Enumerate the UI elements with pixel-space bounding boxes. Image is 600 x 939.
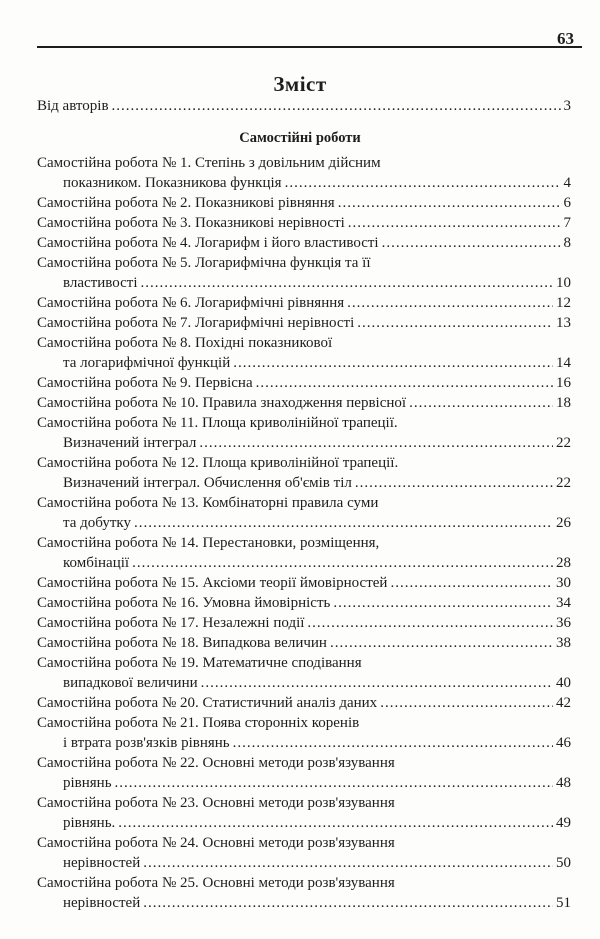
toc-entry-text: Самостійна робота № 23. Основні методи розв'язування (37, 795, 395, 811)
dot-leader (338, 193, 561, 213)
toc-entry-line (37, 593, 571, 613)
toc-entry-line (37, 433, 571, 453)
toc-entry (37, 413, 571, 453)
toc-page-number: 49 (556, 815, 571, 831)
toc-entry-line (37, 193, 571, 213)
toc-entry-line (37, 273, 571, 293)
toc-entry (37, 333, 571, 373)
dot-leader (390, 573, 553, 593)
dot-leader (143, 893, 553, 913)
toc-entry-line (37, 813, 571, 833)
toc-entry-line (37, 373, 571, 393)
toc-entry-line (37, 393, 571, 413)
dot-leader (382, 233, 561, 253)
header-rule (37, 46, 582, 48)
toc-page-number: 8 (563, 235, 571, 251)
toc-page-number: 12 (556, 295, 571, 311)
toc-page-number: 18 (556, 395, 571, 411)
toc-entry (37, 653, 571, 693)
toc-entry-text: властивості (63, 275, 138, 291)
toc-entry (37, 793, 571, 833)
toc-entry-line (37, 573, 571, 593)
toc-entry-text: Самостійна робота № 16. Умовна ймовірність (37, 595, 331, 611)
toc-entry-text: Самостійна робота № 22. Основні методи розв'язування (37, 755, 395, 771)
toc-entry-text: Самостійна робота № 11. Площа криволінійної трапеції. (37, 415, 398, 431)
toc-page-number: 46 (556, 735, 571, 751)
toc-entry-line (37, 553, 571, 573)
toc-entry (37, 533, 571, 573)
dot-leader (333, 593, 553, 613)
dot-leader (112, 96, 561, 116)
toc-entry-text: рівнянь. (63, 815, 116, 831)
toc-entry (37, 713, 571, 753)
dot-leader (233, 733, 553, 753)
toc-entry-text: Визначений інтеграл (63, 435, 197, 451)
toc-page-number: 7 (563, 215, 571, 231)
toc-page-number: 50 (556, 855, 571, 871)
dot-leader (141, 273, 553, 293)
toc-entry-line (37, 793, 571, 813)
toc-entry-line (37, 493, 571, 513)
toc-entry-text: Самостійна робота № 1. Степінь з довільним дійсним (37, 155, 381, 171)
toc-page-number: 42 (556, 695, 571, 711)
toc-entry (37, 213, 571, 233)
toc-entry-line (37, 253, 571, 273)
toc-entry (37, 393, 571, 413)
dot-leader (233, 353, 553, 373)
toc-entry-text: Визначений інтеграл. Обчислення об'ємів тіл (63, 475, 352, 491)
toc-entry-text: Самостійна робота № 19. Математичне сподівання (37, 655, 362, 671)
toc-entry-text: Самостійна робота № 9. Первісна (37, 375, 253, 391)
dot-leader (330, 633, 553, 653)
toc-entry (37, 233, 571, 253)
toc-entry (37, 633, 571, 653)
dot-leader (355, 473, 553, 493)
toc-entry (37, 293, 571, 313)
toc-entry (37, 693, 571, 713)
toc-entry-line (37, 533, 571, 553)
toc-entry-line (37, 313, 571, 333)
toc-entry-text: Самостійна робота № 8. Похідні показникової (37, 335, 333, 351)
toc-entry-text: нерівностей (63, 895, 141, 911)
toc-entry-text: Самостійна робота № 10. Правила знаходження первісної (37, 395, 407, 411)
toc-entry-line (37, 753, 571, 773)
dot-leader (132, 553, 553, 573)
dot-leader (307, 613, 553, 633)
toc-page-number: 10 (556, 275, 571, 291)
dot-leader (348, 213, 561, 233)
toc-entry-line (37, 673, 571, 693)
toc-page-number: 40 (556, 675, 571, 691)
toc-entry (37, 753, 571, 793)
toc-entry-text: випадкової величини (63, 675, 198, 691)
dot-leader (256, 373, 553, 393)
toc-entry-line (37, 473, 571, 493)
toc-page-number: 14 (556, 355, 571, 371)
toc-entry-line (37, 353, 571, 373)
toc-entry-text: Самостійна робота № 21. Поява сторонніх коренів (37, 715, 360, 731)
toc-page-number: 16 (556, 375, 571, 391)
toc-page-number: 22 (556, 435, 571, 451)
toc-entry-text: Самостійна робота № 5. Логарифмічна функція та її (37, 255, 371, 271)
toc-page-number: 28 (556, 555, 571, 571)
toc-entry-line (37, 633, 571, 653)
toc-entry-text: Самостійна робота № 4. Логарифм і його властивості (37, 235, 379, 251)
dot-leader (201, 673, 553, 693)
toc-page-number: 13 (556, 315, 571, 331)
toc-entry-text: Самостійна робота № 17. Незалежні події (37, 615, 305, 631)
toc-entry-line (37, 653, 571, 673)
toc-entry-text: рівнянь (63, 775, 112, 791)
toc-entry-line (37, 293, 571, 313)
toc-page-number: 48 (556, 775, 571, 791)
toc-entry-text: та логарифмічної функцій (63, 355, 231, 371)
toc-title: Зміст (273, 72, 327, 96)
dot-leader (409, 393, 553, 413)
toc-entry-line (37, 153, 571, 173)
toc-entry-line (37, 613, 571, 633)
toc-entry-text: Самостійна робота № 12. Площа криволінійної трапеції. (37, 455, 399, 471)
toc-entry-text: Самостійна робота № 24. Основні методи розв'язування (37, 835, 395, 851)
toc-entry-text: Самостійна робота № 2. Показникові рівняння (37, 195, 335, 211)
toc-entry-line (37, 333, 571, 353)
dot-leader (285, 173, 561, 193)
toc-entry-text: Самостійна робота № 20. Статистичний аналіз даних (37, 695, 378, 711)
toc-entry (37, 373, 571, 393)
toc-entry-text: Самостійна робота № 7. Логарифмічні нерівності (37, 315, 355, 331)
toc-entry-line (37, 233, 571, 253)
toc-page-number: 22 (556, 475, 571, 491)
toc-entry-text: комбінації (63, 555, 130, 571)
toc-entry-line (37, 413, 571, 433)
toc-entry (37, 313, 571, 333)
toc-page-number: 51 (556, 895, 571, 911)
toc-entry (37, 193, 571, 213)
toc-page-number: 30 (556, 575, 571, 591)
toc-page-number: 6 (563, 195, 571, 211)
toc-entry-line (37, 513, 571, 533)
toc-page-number: 38 (556, 635, 571, 651)
toc-entry-line (37, 893, 571, 913)
toc-entry-line (37, 96, 571, 116)
toc-entry-text: Самостійна робота № 18. Випадкова величин (37, 635, 327, 651)
toc-entry-text: Самостійна робота № 6. Логарифмічні рівняння (37, 295, 345, 311)
toc-entry-text: та добутку (63, 515, 131, 531)
toc-entry (37, 593, 571, 613)
toc-entry (37, 573, 571, 593)
dot-leader (347, 293, 553, 313)
section-heading: Самостійні роботи (239, 130, 361, 146)
toc-page-number: 4 (563, 175, 571, 191)
dot-leader (134, 513, 553, 533)
toc-entry-line (37, 213, 571, 233)
toc-entry-text: Самостійна робота № 15. Аксіоми теорії ймовірностей (37, 575, 388, 591)
toc-entry-text: Самостійна робота № 25. Основні методи розв'язування (37, 875, 395, 891)
toc-entry (37, 613, 571, 633)
page-number: 63 (557, 29, 574, 48)
toc-entry (37, 253, 571, 293)
toc-entry-text: нерівностей (63, 855, 141, 871)
toc-entry (37, 873, 571, 913)
toc-page-number: 36 (556, 615, 571, 631)
toc-entry-line (37, 853, 571, 873)
dot-leader (115, 773, 553, 793)
toc-entry (37, 833, 571, 873)
toc-entry-text: показником. Показникова функція (63, 175, 282, 191)
toc-entry (37, 153, 571, 193)
dot-leader (118, 813, 553, 833)
toc-entry-line (37, 733, 571, 753)
toc-entry-text: Від авторів (37, 98, 109, 114)
toc-entry-text: Самостійна робота № 13. Комбінаторні правила суми (37, 495, 379, 511)
dot-leader (357, 313, 553, 333)
toc-entry-authors (37, 96, 571, 116)
toc-entry-line (37, 833, 571, 853)
dot-leader (380, 693, 553, 713)
toc-entry-text: Самостійна робота № 3. Показникові нерівності (37, 215, 345, 231)
toc-entry-line (37, 453, 571, 473)
toc-entry-line (37, 173, 571, 193)
toc-entry-line (37, 713, 571, 733)
dot-leader (199, 433, 553, 453)
toc-entry (37, 453, 571, 493)
toc-entry-text: і втрата розв'язків рівнянь (63, 735, 230, 751)
toc-entry (37, 493, 571, 533)
toc-entry-line (37, 773, 571, 793)
toc-entry-text: Самостійна робота № 14. Перестановки, розміщення, (37, 535, 380, 551)
toc-page-number: 3 (563, 98, 571, 114)
dot-leader (143, 853, 553, 873)
toc-page-number: 34 (556, 595, 571, 611)
toc-entry-line (37, 873, 571, 893)
toc-page-number: 26 (556, 515, 571, 531)
toc-entry-line (37, 693, 571, 713)
